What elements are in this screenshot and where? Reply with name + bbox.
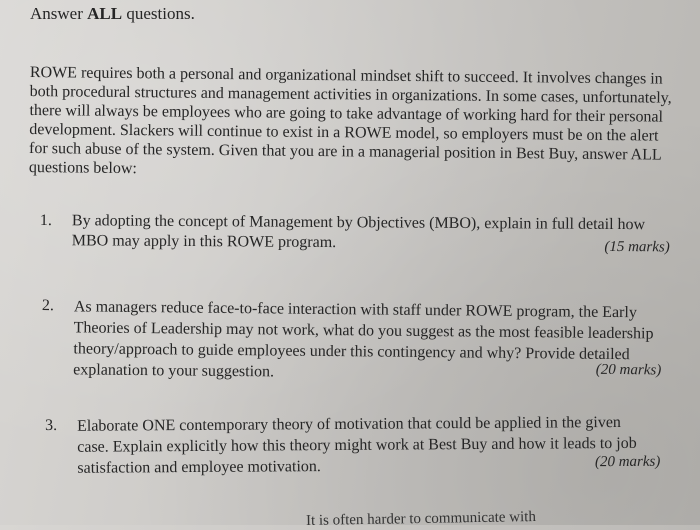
question-3 [45, 412, 670, 477]
question-text: By adopting the concept of Management by Objectives (MBO), explain in full detail how MBO may apply in this ROWE program. [71, 212, 646, 252]
question-text: Elaborate ONE contemporary theory of motivation that could be applied in the given case. Explain explicitly how this theory might work at Best Buy and how it leads to job satisfaction and employee motivation. [77, 413, 637, 477]
question-marks: (15 marks) [604, 238, 670, 256]
question-1 [39, 211, 670, 256]
question-number: 1. [39, 211, 52, 230]
question-marks: (20 marks) [595, 361, 662, 379]
question-text: As managers reduce face-to-face interaction with staff under ROWE program, the Early Theories of Leadership may not work, what do you suggest as the most feasible leadership theory/approach to guide employees under this contingency and why? Provide detailed explanation to your suggestion. [73, 298, 654, 381]
case-intro-paragraph: ROWE requires both a personal and organizational mindset shift to succeed. It involves changes in both procedural structures and management activities in organizations. In some cases, unfortunately, there will always be employees who are going to take advantage of working hard for their personal development. Slackers will continue to exist in a ROWE model, so employers must be on the alert for such abuse of the system. Given that you are in a managerial position in Best Buy, answer ALL questions below: [28, 63, 672, 178]
question-2 [41, 296, 672, 381]
question-number: 2. [41, 296, 54, 315]
instruction-heading [30, 4, 195, 24]
instruction-emphasis: ALL [87, 4, 123, 23]
instruction-prefix: Answer [30, 4, 88, 23]
instruction-suffix: questions. [126, 4, 195, 23]
question-number: 3. [45, 416, 58, 434]
cutoff-text-line: It is often harder to communicate with [305, 508, 537, 530]
question-marks: (20 marks) [594, 453, 661, 471]
